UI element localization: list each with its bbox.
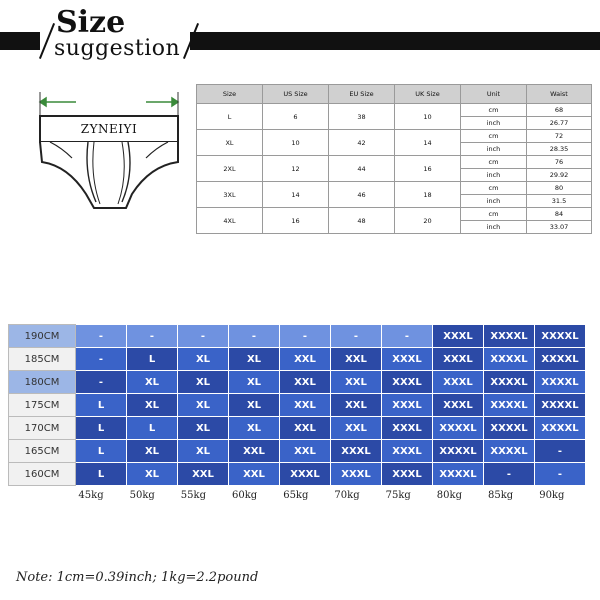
size-chart-cell: -: [382, 325, 433, 348]
size-table-row: [197, 104, 592, 117]
size-chart-cell: XXXXL: [433, 463, 484, 486]
size-chart-cell: XXXXL: [484, 394, 535, 417]
header-bar-left: [0, 32, 40, 50]
size-table-cell-unit: cm: [461, 182, 527, 195]
size-chart-cell: XXL: [331, 417, 382, 440]
size-chart-cell: XXXL: [382, 371, 433, 394]
size-chart-cell: XXXL: [382, 417, 433, 440]
size-chart-cell: XXXXL: [535, 325, 586, 348]
height-label: 160CM: [9, 463, 76, 486]
size-chart-cell: XXL: [331, 371, 382, 394]
size-chart-cell: -: [229, 325, 280, 348]
size-chart-cell: XXL: [229, 440, 280, 463]
size-chart-cell: XXXXL: [484, 417, 535, 440]
size-chart-cell: L: [76, 394, 127, 417]
size-chart-cell: XXXL: [433, 394, 484, 417]
size-chart-cell: XXXL: [382, 440, 433, 463]
size-chart-cell: XL: [127, 394, 178, 417]
size-table-cell-unit: cm: [461, 104, 527, 117]
size-chart-cell: XXL: [280, 348, 331, 371]
header-title-size: Size: [56, 5, 126, 40]
size-chart-row: [9, 417, 586, 440]
size-table-cell-us: 14: [263, 182, 329, 208]
size-chart-cell: XL: [127, 463, 178, 486]
size-chart-cell: XXL: [280, 440, 331, 463]
size-chart-cell: XXXXL: [535, 348, 586, 371]
size-chart-cell: XXL: [331, 348, 382, 371]
conversion-note: Note: 1cm=0.39inch; 1kg=2.2pound: [16, 570, 259, 585]
size-table-cell-unit: cm: [461, 130, 527, 143]
size-table-cell-waist-inch: 29.92: [527, 169, 592, 182]
weight-label: 60kg: [232, 490, 258, 501]
weight-label: 65kg: [283, 490, 309, 501]
size-chart-cell: XXXL: [382, 348, 433, 371]
size-table-cell-eu: 46: [329, 182, 395, 208]
size-chart-cell: L: [127, 417, 178, 440]
height-label: 175CM: [9, 394, 76, 417]
size-table-cell-uk: 18: [395, 182, 461, 208]
underwear-illustration: [28, 86, 188, 216]
size-chart-cell: XL: [229, 394, 280, 417]
size-chart-cell: XXXXL: [433, 417, 484, 440]
size-chart-cell: XL: [229, 417, 280, 440]
size-chart-cell: XXL: [280, 371, 331, 394]
size-chart-cell: XL: [178, 348, 229, 371]
size-chart-cell: XXXXL: [535, 417, 586, 440]
height-label: 190CM: [9, 325, 76, 348]
weight-label: 50kg: [129, 490, 155, 501]
size-table-cell-size: L: [197, 104, 263, 130]
size-chart-cell: -: [484, 463, 535, 486]
size-chart-cell: -: [178, 325, 229, 348]
size-table-row: [197, 130, 592, 143]
size-chart-cell: XXXL: [331, 463, 382, 486]
size-chart-cell: XL: [178, 371, 229, 394]
size-table-cell-waist-inch: 26.77: [527, 117, 592, 130]
weight-label: 80kg: [436, 490, 462, 501]
size-chart-cell: XL: [178, 417, 229, 440]
height-label: 170CM: [9, 417, 76, 440]
size-chart-cell: XXXL: [382, 463, 433, 486]
header-bar-right: [190, 32, 600, 50]
size-table-header-row: [197, 85, 592, 104]
size-chart-cell: XXXL: [433, 325, 484, 348]
size-chart-cell: -: [127, 325, 178, 348]
weight-label: 90kg: [539, 490, 565, 501]
size-chart-cell: XXXL: [433, 371, 484, 394]
size-table-cell-us: 10: [263, 130, 329, 156]
size-table-cell-uk: 14: [395, 130, 461, 156]
size-chart-row: [9, 394, 586, 417]
size-table-header: Unit: [461, 85, 527, 104]
size-chart-cell: L: [76, 417, 127, 440]
size-table-cell-us: 16: [263, 208, 329, 234]
size-table-header: EU Size: [329, 85, 395, 104]
size-table-cell-waist-cm: 68: [527, 104, 592, 117]
size-table-cell-eu: 38: [329, 104, 395, 130]
size-table: [196, 84, 592, 234]
size-chart-row: [9, 348, 586, 371]
size-table-cell-eu: 44: [329, 156, 395, 182]
size-chart-cell: XXXL: [433, 348, 484, 371]
size-table-header: US Size: [263, 85, 329, 104]
waist-measure-left-arrow: [40, 98, 76, 106]
size-table-cell-eu: 42: [329, 130, 395, 156]
underwear-brand-label: ZYNEIYI: [80, 122, 138, 136]
size-chart-cell: -: [76, 325, 127, 348]
size-table-cell-unit: cm: [461, 208, 527, 221]
size-table-cell-waist-inch: 33.07: [527, 221, 592, 234]
size-table-row: [197, 208, 592, 221]
size-chart-row: [9, 440, 586, 463]
size-table-cell-waist-inch: 28.35: [527, 143, 592, 156]
size-table-cell-unit: inch: [461, 195, 527, 208]
size-chart-cell: XXXL: [331, 440, 382, 463]
size-chart-cell: -: [535, 463, 586, 486]
size-table-cell-waist-cm: 84: [527, 208, 592, 221]
size-chart-cell: XXXXL: [484, 371, 535, 394]
size-chart-cell: XXXXL: [535, 371, 586, 394]
size-table-cell-unit: inch: [461, 143, 527, 156]
size-chart-cell: XL: [127, 371, 178, 394]
size-chart-cell: XL: [229, 371, 280, 394]
size-table-cell-uk: 16: [395, 156, 461, 182]
weight-label: 85kg: [488, 490, 514, 501]
size-table-cell-waist-cm: 72: [527, 130, 592, 143]
size-chart-cell: XXXL: [382, 394, 433, 417]
size-chart-cell: XXL: [178, 463, 229, 486]
size-table-cell-waist-cm: 76: [527, 156, 592, 169]
size-chart-cell: XXXXL: [484, 348, 535, 371]
height-label: 185CM: [9, 348, 76, 371]
size-chart-cell: XXL: [280, 394, 331, 417]
size-table-cell-unit: inch: [461, 169, 527, 182]
size-chart-cell: L: [127, 348, 178, 371]
size-chart-cell: XXXL: [280, 463, 331, 486]
size-chart-cell: XL: [127, 440, 178, 463]
size-table-row: [197, 182, 592, 195]
size-chart-cell: XXXXL: [484, 325, 535, 348]
size-table-cell-uk: 20: [395, 208, 461, 234]
size-chart-cell: -: [280, 325, 331, 348]
waist-measure-right-arrow: [146, 98, 178, 106]
size-table-cell-unit: cm: [461, 156, 527, 169]
size-table-cell-size: 3XL: [197, 182, 263, 208]
size-chart-cell: XL: [229, 348, 280, 371]
size-chart-cell: -: [76, 371, 127, 394]
size-table-cell-uk: 10: [395, 104, 461, 130]
size-chart-cell: -: [76, 348, 127, 371]
size-chart-row: [9, 371, 586, 394]
size-table-cell-waist-cm: 80: [527, 182, 592, 195]
height-label: 180CM: [9, 371, 76, 394]
size-chart-cell: L: [76, 463, 127, 486]
size-table-cell-size: 2XL: [197, 156, 263, 182]
size-table-cell-size: XL: [197, 130, 263, 156]
weight-label: 70kg: [334, 490, 360, 501]
header-slash-left: [39, 23, 55, 59]
size-chart-cell: XL: [178, 394, 229, 417]
size-chart-cell: XL: [178, 440, 229, 463]
height-label: 165CM: [9, 440, 76, 463]
size-chart-cell: XXXXL: [484, 440, 535, 463]
weight-label: 45kg: [78, 490, 104, 501]
size-chart-row: [9, 325, 586, 348]
size-chart-cell: XXL: [280, 417, 331, 440]
size-table-header: UK Size: [395, 85, 461, 104]
size-table-cell-unit: inch: [461, 117, 527, 130]
size-table-header: Waist: [527, 85, 592, 104]
size-chart-cell: XXXXL: [535, 394, 586, 417]
weight-axis-labels: [76, 490, 588, 504]
size-table-cell-size: 4XL: [197, 208, 263, 234]
size-chart-cell: -: [331, 325, 382, 348]
size-table-header: Size: [197, 85, 263, 104]
size-table-cell-us: 12: [263, 156, 329, 182]
size-table-cell-eu: 48: [329, 208, 395, 234]
size-table-cell-waist-inch: 31.5: [527, 195, 592, 208]
size-chart-cell: L: [76, 440, 127, 463]
size-table-row: [197, 156, 592, 169]
size-chart-cell: -: [535, 440, 586, 463]
weight-label: 55kg: [180, 490, 206, 501]
size-chart-cell: XXL: [229, 463, 280, 486]
size-table-cell-us: 6: [263, 104, 329, 130]
size-table-cell-unit: inch: [461, 221, 527, 234]
header-title-suggestion: suggestion: [54, 36, 181, 61]
size-chart-row: [9, 463, 586, 486]
size-chart-cell: XXL: [331, 394, 382, 417]
size-chart-cell: XXXXL: [433, 440, 484, 463]
size-chart-grid: [8, 324, 586, 486]
weight-label: 75kg: [385, 490, 411, 501]
